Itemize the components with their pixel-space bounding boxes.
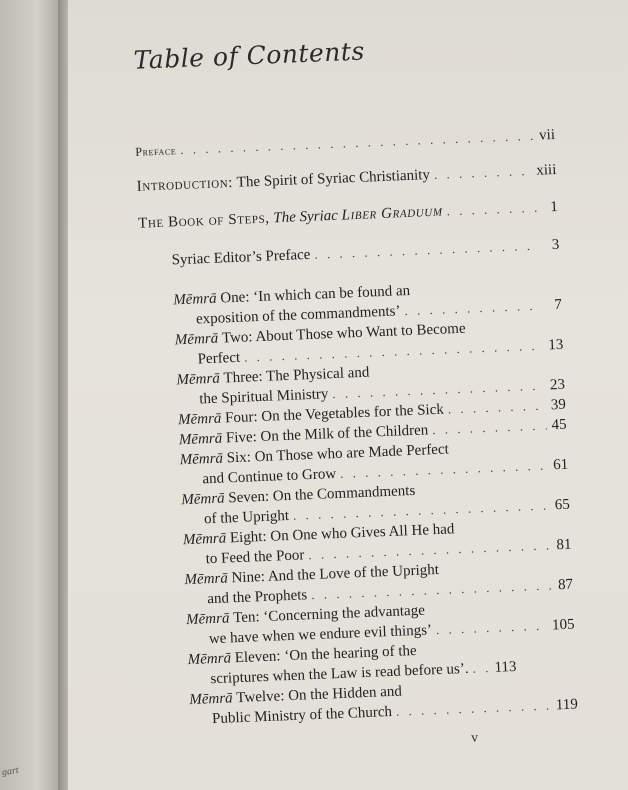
leader-dots (314, 236, 540, 265)
entry-page: vii (538, 126, 556, 144)
memra-label: Mēmrā (189, 690, 233, 709)
entry-page: 61 (552, 456, 569, 474)
entry-page: 87 (557, 576, 574, 594)
entry-line: the Spiritual Ministry (198, 386, 329, 408)
memra-label: Mēmrā (180, 490, 225, 509)
entry-label: Preface (135, 143, 177, 159)
entry-line: of the Upright (203, 507, 290, 528)
entry-line: to Feed the Poor (205, 547, 305, 568)
entry-page: 3 (551, 236, 560, 254)
memra-label: Mēmrā (187, 650, 232, 669)
entry-line: Seven: On the Commandments (228, 482, 416, 507)
entry-line: and the Prophets (206, 587, 308, 608)
entry-line: we have when we endure evil things’ (208, 622, 433, 648)
entry-line: Two: About Those who Want to Become (221, 320, 466, 347)
leader-dots (434, 161, 533, 185)
memra-label: Mēmrā (172, 290, 217, 309)
entry-page: 39 (550, 396, 567, 414)
entry-page: 105 (551, 616, 575, 634)
entry-title: Liber Graduum (341, 203, 443, 224)
entry-line: Nine: And the Love of the Upright (231, 561, 440, 587)
memra-label: Mēmrā (178, 430, 223, 449)
entry-line: Ten: ‘Concerning the advantage (232, 602, 426, 627)
entry-page: xiii (536, 161, 557, 179)
entry-label: The Spirit of Syriac Christianity (236, 167, 431, 191)
entry-page: 119 (555, 696, 579, 714)
toc-entry-editors-preface (171, 235, 559, 271)
book-page (68, 0, 628, 790)
entry-line: Five: On the Milk of the Children (225, 422, 429, 447)
memra-label: Mēmrā (184, 570, 229, 589)
entry-line: Four: On the Vegetables for the Sick (224, 401, 445, 427)
toc-entry-preface (135, 125, 555, 162)
entry-prefix: Introduction: (136, 174, 234, 195)
entry-line: and Continue to Grow (202, 466, 337, 488)
entry-italic: The Syriac (273, 207, 339, 227)
entry-prefix: The Book of Steps, (137, 210, 270, 232)
memra-label: Mēmrā (185, 610, 230, 629)
entry-line: scriptures when the Law is read before us’. (210, 660, 469, 688)
entry-line: Six: On Those who are Made Perfect (226, 441, 450, 467)
corner-text: gart (1, 764, 20, 779)
entry-line: exposition of the commandments’ (195, 303, 401, 328)
leader-dots (180, 126, 536, 160)
entry-page: 13 (548, 336, 564, 354)
toc-memre-list (173, 275, 578, 730)
entry-page: 81 (556, 536, 572, 554)
memra-label: Mēmrā (177, 410, 222, 429)
page-title: Table of Contents (133, 36, 366, 75)
entry-page: 45 (551, 416, 567, 434)
entry-page: 1 (550, 198, 559, 216)
entry-label: Syriac Editor’s Preface (171, 246, 311, 269)
toc-entry-book-of-steps (138, 197, 558, 234)
entry-line: Perfect (197, 349, 241, 368)
entry-line: Twelve: On the Hidden and (236, 683, 403, 707)
memra-label: Mēmrā (176, 370, 221, 389)
entry-line: Eight: On One who Gives All He had (229, 521, 455, 547)
leader-dots (472, 658, 491, 679)
entry-page: 23 (549, 376, 566, 394)
entry-line: Eleven: ‘On the hearing of the (234, 642, 417, 667)
facing-page (0, 0, 62, 790)
toc-content (128, 3, 579, 746)
memra-label: Mēmrā (179, 450, 224, 469)
entry-page: 113 (494, 658, 517, 676)
leader-dots (446, 198, 538, 222)
entry-page: 65 (554, 496, 571, 514)
toc-entry-introduction (136, 160, 556, 197)
entry-page: 7 (553, 296, 563, 314)
entry-line: One: ‘In which can be found an (220, 282, 411, 307)
entry-line: Public Ministry of the Church (211, 703, 393, 728)
page-number: v (470, 730, 479, 746)
memra-label: Mēmrā (174, 330, 219, 349)
memra-label: Mēmrā (182, 530, 227, 549)
entry-line: Three: The Physical and (223, 364, 370, 387)
